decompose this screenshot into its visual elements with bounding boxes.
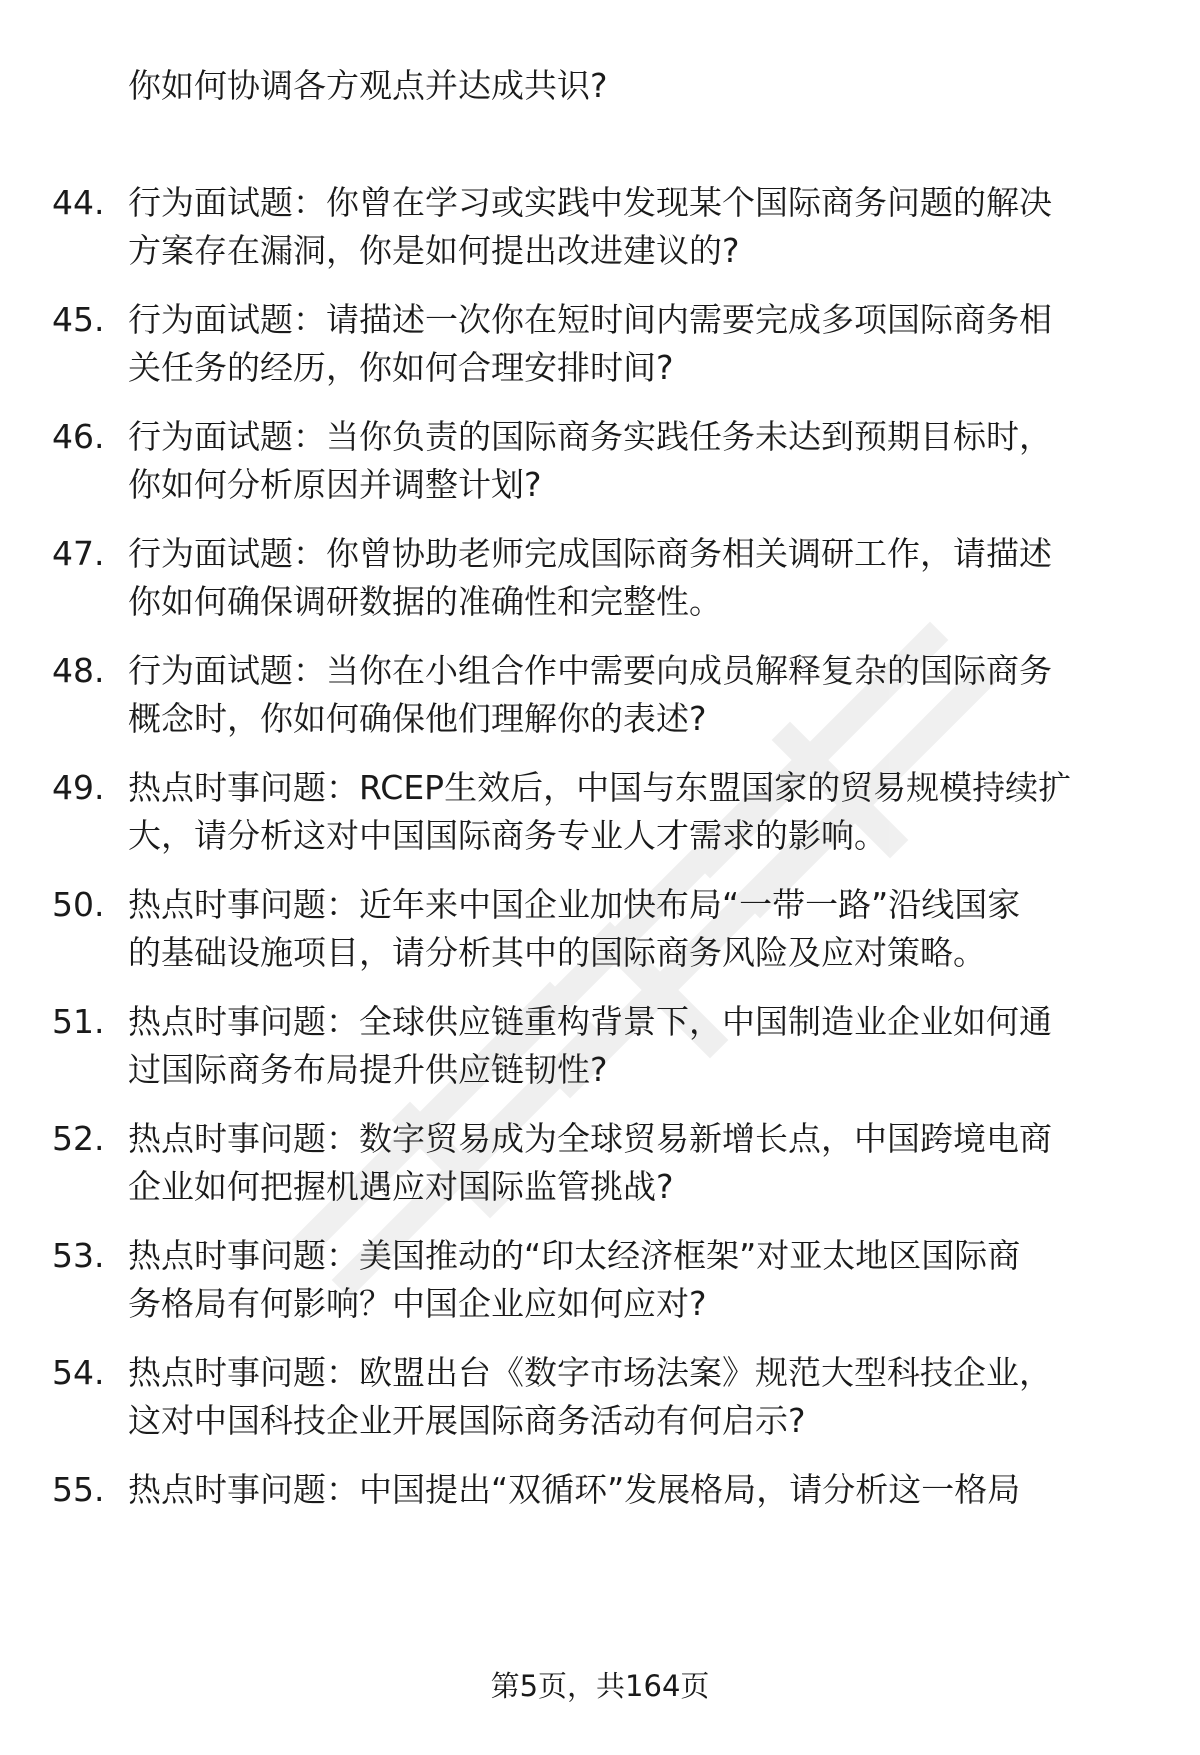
item-line: 务格局有何影响？中国企业应如何应对? bbox=[128, 1284, 707, 1323]
item-line: 行为面试题：你曾协助老师完成国际商务相关调研工作，请描述 bbox=[128, 534, 1052, 573]
item-number: 51. bbox=[52, 1002, 105, 1041]
item-text bbox=[128, 179, 1148, 275]
item-line: 热点时事问题：美国推动的“印太经济框架”对亚太地区国际商 bbox=[128, 1236, 1021, 1275]
item-text bbox=[128, 647, 1148, 743]
item-text bbox=[128, 413, 1148, 509]
item-line: 热点时事问题：欧盟出台《数字市场法案》规范大型科技企业， bbox=[128, 1353, 1052, 1392]
item-text bbox=[128, 530, 1148, 626]
item-line: 概念时，你如何确保他们理解你的表述? bbox=[128, 699, 707, 738]
item-line: 热点时事问题：RCEP生效后，中国与东盟国家的贸易规模持续扩 bbox=[128, 768, 1072, 807]
item-line: 的基础设施项目，请分析其中的国际商务风险及应对策略。 bbox=[128, 933, 986, 972]
item-line: 热点时事问题：中国提出“双循环”发展格局，请分析这一格局 bbox=[128, 1470, 1021, 1509]
item-text bbox=[128, 998, 1148, 1094]
item-number: 52. bbox=[52, 1119, 105, 1158]
item-line: 大，请分析这对中国国际商务专业人才需求的影响。 bbox=[128, 816, 887, 855]
item-text bbox=[128, 1232, 1148, 1328]
item-number: 47. bbox=[52, 534, 105, 573]
item-number: 46. bbox=[52, 417, 105, 456]
item-number: 48. bbox=[52, 651, 105, 690]
item-line: 你如何分析原因并调整计划? bbox=[128, 465, 542, 504]
continuation-line: 你如何协调各方观点并达成共识? bbox=[128, 66, 608, 105]
item-number: 50. bbox=[52, 885, 105, 924]
item-text bbox=[128, 764, 1148, 860]
item-text bbox=[128, 1466, 1148, 1514]
item-number: 53. bbox=[52, 1236, 105, 1275]
item-line: 关任务的经历，你如何合理安排时间? bbox=[128, 348, 674, 387]
item-text bbox=[128, 1115, 1148, 1211]
item-line: 热点时事问题：全球供应链重构背景下，中国制造业企业如何通 bbox=[128, 1002, 1052, 1041]
item-number: 49. bbox=[52, 768, 105, 807]
item-number: 54. bbox=[52, 1353, 105, 1392]
item-text bbox=[128, 296, 1148, 392]
item-line: 行为面试题：当你负责的国际商务实践任务未达到预期目标时， bbox=[128, 417, 1052, 456]
item-line: 你如何确保调研数据的准确性和完整性。 bbox=[128, 582, 722, 621]
item-line: 行为面试题：当你在小组合作中需要向成员解释复杂的国际商务 bbox=[128, 651, 1052, 690]
item-text bbox=[128, 881, 1148, 977]
page-footer: 第5页，共164页 bbox=[490, 1669, 710, 1703]
item-number: 55. bbox=[52, 1470, 105, 1509]
item-line: 行为面试题：请描述一次你在短时间内需要完成多项国际商务相 bbox=[128, 300, 1052, 339]
item-number: 45. bbox=[52, 300, 105, 339]
item-line: 方案存在漏洞，你是如何提出改进建议的? bbox=[128, 231, 740, 270]
item-line: 这对中国科技企业开展国际商务活动有何启示? bbox=[128, 1401, 806, 1440]
item-text bbox=[128, 1349, 1148, 1445]
item-line: 热点时事问题：数字贸易成为全球贸易新增长点，中国跨境电商 bbox=[128, 1119, 1052, 1158]
item-line: 过国际商务布局提升供应链韧性? bbox=[128, 1050, 608, 1089]
item-line: 热点时事问题：近年来中国企业加快布局“一带一路”沿线国家 bbox=[128, 885, 1021, 924]
item-line: 企业如何把握机遇应对国际监管挑战? bbox=[128, 1167, 674, 1206]
item-line: 行为面试题：你曾在学习或实践中发现某个国际商务问题的解决 bbox=[128, 183, 1052, 222]
item-number: 44. bbox=[52, 183, 105, 222]
